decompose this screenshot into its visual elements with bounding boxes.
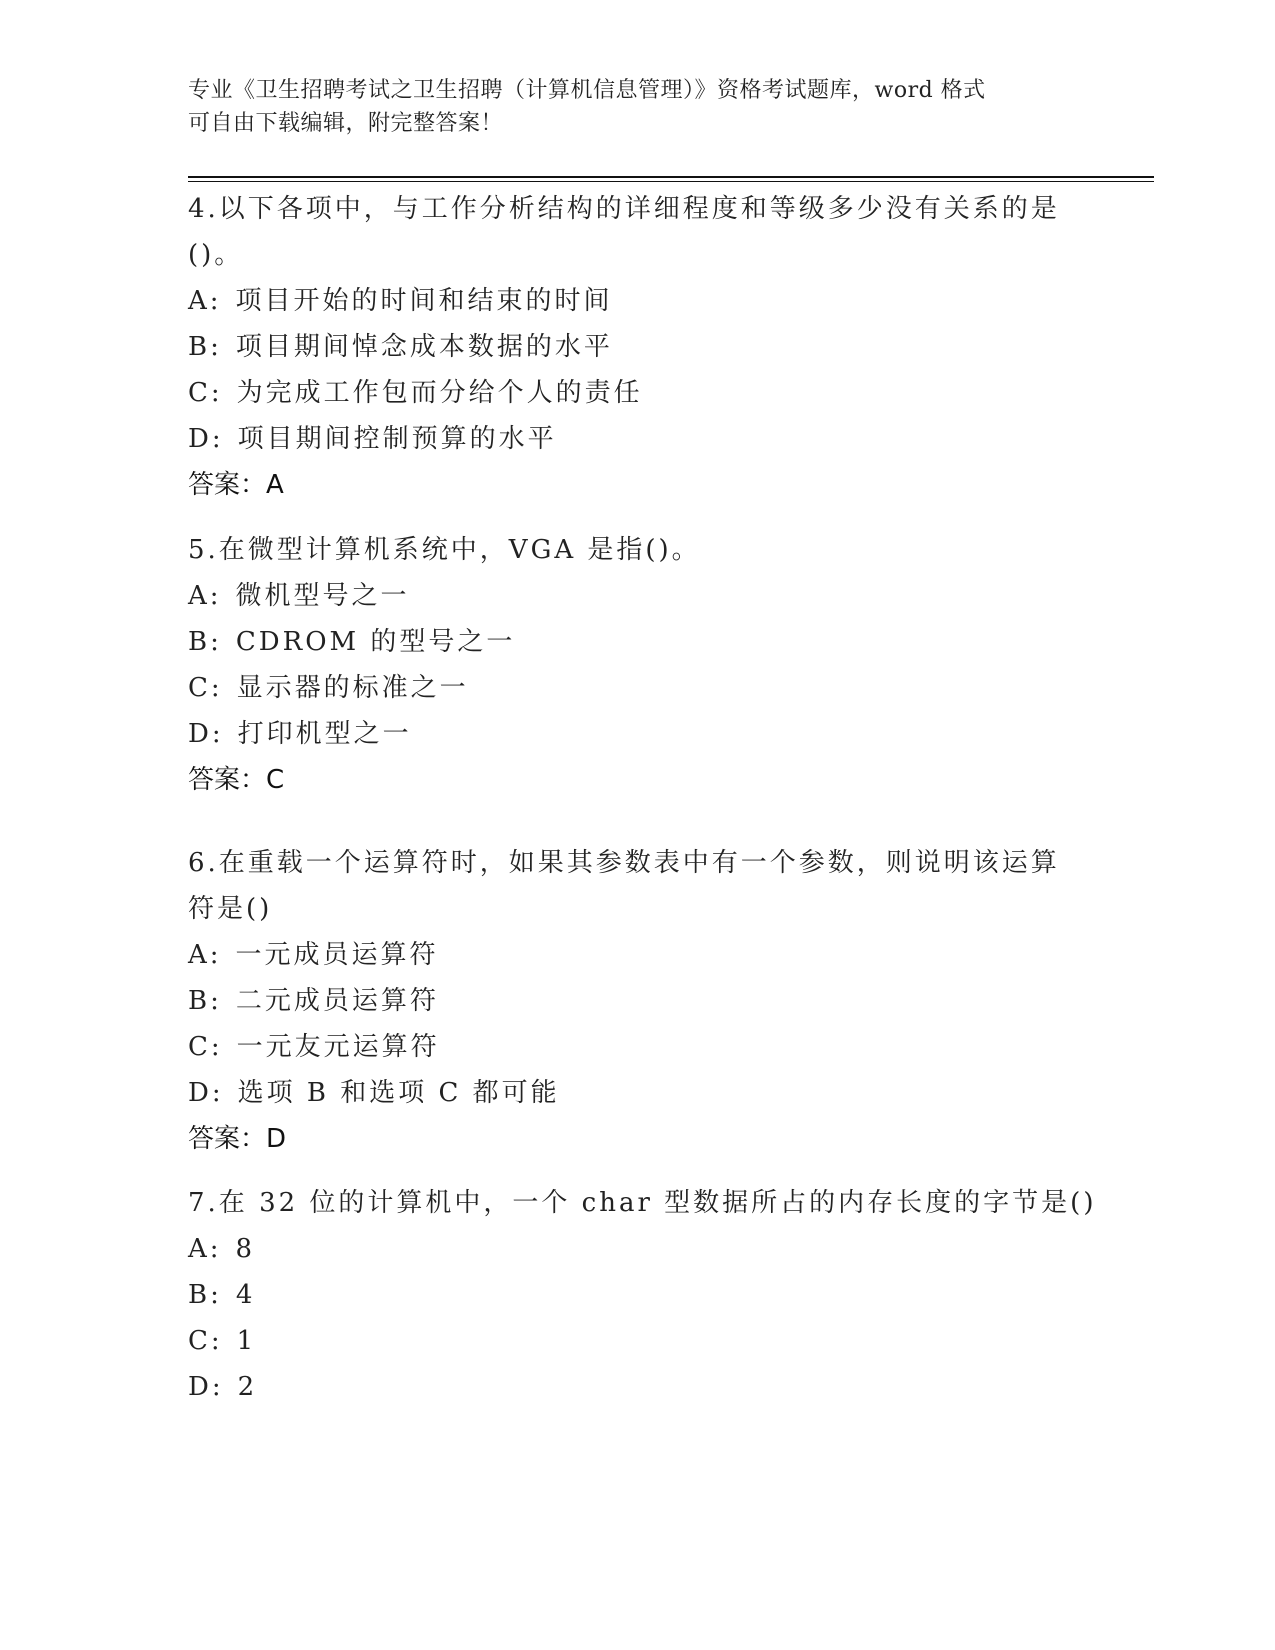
- option-a: [188, 573, 1088, 619]
- option-text: 微机型号之一: [235, 581, 410, 611]
- option-letter: C:: [188, 378, 223, 408]
- option-text: 2: [237, 1372, 258, 1402]
- option-b: [188, 619, 1088, 665]
- option-b: [188, 978, 1088, 1024]
- option-a: [188, 278, 1088, 324]
- option-text: 项目期间控制预算的水平: [237, 424, 557, 454]
- option-text: 选项 B 和选项 C 都可能: [237, 1078, 560, 1108]
- option-letter: A:: [188, 940, 222, 970]
- header-divider-thick: [188, 176, 1154, 178]
- option-letter: B:: [188, 1280, 222, 1310]
- option-letter: B:: [188, 627, 222, 657]
- answer-label: 答案：C: [188, 765, 285, 795]
- question-stem-line-2: ()。: [188, 240, 244, 270]
- question-stem-line-2: 符是(): [188, 894, 273, 924]
- header-line-1: 专业《卫生招聘考试之卫生招聘（计算机信息管理）》资格考试题库，word 格式: [188, 78, 986, 103]
- option-letter: A:: [188, 1234, 222, 1264]
- option-c: [188, 1318, 1088, 1364]
- option-letter: D:: [188, 1078, 224, 1108]
- question-stem: [188, 1180, 1097, 1226]
- option-letter: B:: [188, 986, 222, 1016]
- option-letter: D:: [188, 424, 224, 454]
- option-text: 项目期间悼念成本数据的水平: [235, 332, 613, 362]
- option-letter: A:: [188, 581, 222, 611]
- question-4: [188, 186, 1088, 508]
- option-c: [188, 370, 1088, 416]
- option-text: 为完成工作包而分给个人的责任: [236, 378, 643, 408]
- question-7: [188, 1180, 1097, 1410]
- option-b: [188, 1272, 1088, 1318]
- question-stem: [188, 186, 1088, 278]
- option-letter: B:: [188, 332, 222, 362]
- header-line-2: 可自由下载编辑，附完整答案！: [188, 111, 504, 136]
- option-text: 二元成员运算符: [235, 986, 439, 1016]
- document-header: [188, 74, 1088, 140]
- question-stem-line-1: 4.以下各项中，与工作分析结构的详细程度和等级多少没有关系的是: [188, 194, 1060, 224]
- option-b: [188, 324, 1088, 370]
- answer-label: 答案：A: [188, 470, 284, 500]
- option-letter: D:: [188, 719, 224, 749]
- question-stem: [188, 527, 1088, 573]
- option-text: 一元成员运算符: [235, 940, 439, 970]
- option-letter: D:: [188, 1372, 224, 1402]
- option-d: [188, 1364, 1088, 1410]
- option-a: [188, 1226, 1088, 1272]
- option-d: [188, 711, 1088, 757]
- option-letter: A:: [188, 286, 222, 316]
- question-stem-line-1: 5.在微型计算机系统中，VGA 是指()。: [188, 535, 701, 565]
- option-text: CDROM 的型号之一: [235, 627, 516, 657]
- option-letter: C:: [188, 1032, 223, 1062]
- answer-label: 答案：D: [188, 1124, 287, 1154]
- question-stem-line-1: 7.在 32 位的计算机中，一个 char 型数据所占的内存长度的字节是(): [188, 1188, 1097, 1218]
- option-c: [188, 1024, 1088, 1070]
- option-text: 一元友元运算符: [236, 1032, 440, 1062]
- option-text: 显示器的标准之一: [236, 673, 469, 703]
- option-text: 打印机型之一: [237, 719, 412, 749]
- option-d: [188, 416, 1088, 462]
- option-d: [188, 1070, 1088, 1116]
- question-5: [188, 527, 1088, 803]
- question-6: [188, 840, 1088, 1162]
- option-c: [188, 665, 1088, 711]
- option-text: 8: [235, 1234, 256, 1264]
- option-letter: C:: [188, 673, 223, 703]
- question-stem: [188, 840, 1088, 932]
- option-text: 项目开始的时间和结束的时间: [235, 286, 613, 316]
- option-a: [188, 932, 1088, 978]
- question-stem-line-1: 6.在重载一个运算符时，如果其参数表中有一个参数，则说明该运算: [188, 848, 1060, 878]
- option-text: 4: [235, 1280, 256, 1310]
- option-letter: C:: [188, 1326, 223, 1356]
- option-text: 1: [236, 1326, 257, 1356]
- header-divider-thin: [188, 181, 1154, 182]
